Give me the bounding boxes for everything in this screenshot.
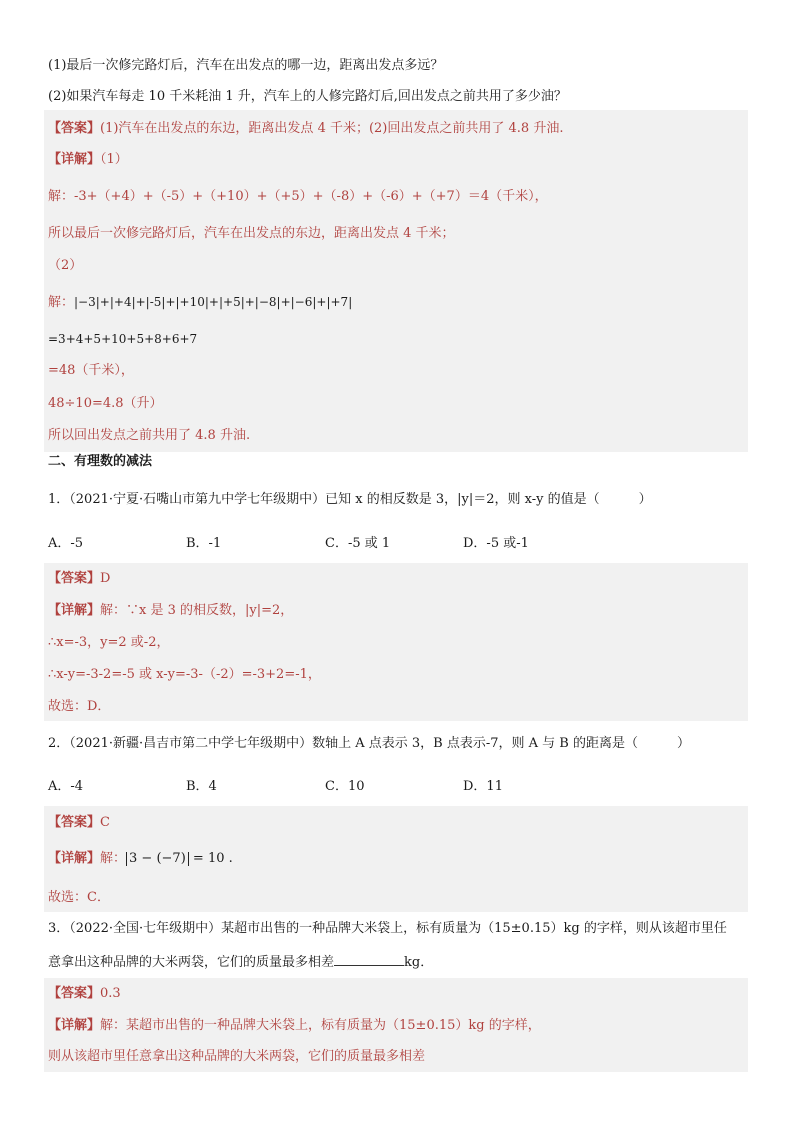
total-distance-line: =48（千米）， bbox=[48, 363, 134, 378]
p1-detail-3: ∴x-y=-3-2=-5 或 x-y=-3-（-2）=-3+2=-1， bbox=[48, 667, 321, 682]
option-b[interactable]: B．-1 bbox=[186, 536, 222, 551]
p2-detail-line bbox=[48, 850, 233, 868]
detail-label: 【详解】 bbox=[48, 603, 101, 618]
p1-detail-line bbox=[48, 602, 293, 620]
solution-line-2: 所以最后一次修完路灯后，汽车在出发点的东边，距离出发点 4 千米； bbox=[48, 226, 455, 241]
question-2: (2)如果汽车每走 10 千米耗油 1 升，汽车上的人修完路灯后,回出发点之前共用了多少油？ bbox=[48, 89, 567, 104]
answer-text: (1)汽车在出发点的东边，距离出发点 4 千米；(2)回出发点之前共用了 4.8 升油. bbox=[100, 121, 564, 136]
option-d[interactable]: D．11 bbox=[463, 779, 503, 794]
answer-label: 【答案】 bbox=[48, 121, 101, 136]
p1-detail-2: ∴x=-3，y=2 或-2， bbox=[48, 635, 170, 650]
detail-result: = 10 . bbox=[188, 851, 233, 866]
p1-answer-line bbox=[48, 570, 110, 588]
p3-answer-line bbox=[48, 985, 121, 1003]
detail-part-1: （1） bbox=[100, 152, 128, 167]
problem-2-stem: 2．（2021·新疆·昌吉市第二中学七年级期中）数轴上 A 点表示 3，B 点表示-7，则 A 与 B 的距离是（ ） bbox=[48, 736, 690, 751]
conclusion-line: 所以回出发点之前共用了 4.8 升油. bbox=[48, 428, 251, 443]
answer-blank[interactable] bbox=[334, 953, 404, 966]
answer-line bbox=[48, 120, 563, 138]
solution-part-2: （2） bbox=[48, 258, 83, 273]
option-a[interactable]: A．-5 bbox=[48, 536, 84, 551]
solution-prefix: 解： bbox=[48, 295, 75, 310]
fuel-calc-line: 48÷10=4.8（升） bbox=[48, 396, 163, 411]
detail-label: 【详解】 bbox=[48, 1018, 101, 1033]
section-title: 二、有理数的减法 bbox=[48, 454, 153, 469]
p2-answer-line bbox=[48, 814, 110, 832]
problem-3-stem-2 bbox=[48, 953, 433, 972]
answer-label: 【答案】 bbox=[48, 986, 101, 1001]
solution-abs-line bbox=[48, 293, 352, 312]
p3-detail-2: 则从该超市里任意拿出这种品牌的大米两袋，它们的质量最多相差 bbox=[48, 1049, 426, 1064]
p2-detail-2: 故选：C． bbox=[48, 890, 110, 905]
p1-detail-4: 故选：D． bbox=[48, 699, 111, 714]
absolute-value-expression: |−3|+|+4|+|-5|+|+10|+|+5|+|−8|+|−6|+|+7| bbox=[74, 295, 353, 309]
problem-1-stem: 1．（2021·宁夏·石嘴山市第九中学七年级期中）已知 x 的相反数是 3，|y|＝2，则 x-y 的值是（ ） bbox=[48, 492, 652, 507]
detail-text: 解：∵x 是 3 的相反数，|y|=2， bbox=[100, 603, 294, 618]
detail-label: 【详解】 bbox=[48, 152, 101, 167]
problem-3-stem-1: 3．（2022·全国·七年级期中）某超市出售的一种品牌大米袋上，标有质量为（15±0.15）kg 的字样，则从该超市里任 bbox=[48, 921, 727, 936]
option-b[interactable]: B．4 bbox=[186, 779, 217, 794]
detail-label: 【详解】 bbox=[48, 851, 101, 866]
sum-line: =3+4+5+10+5+8+6+7 bbox=[48, 332, 198, 346]
p3-detail-line bbox=[48, 1017, 541, 1035]
answer-label: 【答案】 bbox=[48, 571, 101, 586]
detail-prefix: 解： bbox=[100, 851, 127, 866]
absolute-value-expression: 3 − (−7) bbox=[126, 852, 189, 866]
answer-text: C bbox=[100, 815, 110, 830]
detail-line bbox=[48, 151, 128, 169]
question-1: (1)最后一次修完路灯后，汽车在出发点的哪一边，距离出发点多远？ bbox=[48, 58, 444, 73]
answer-text: D bbox=[100, 571, 111, 586]
option-c[interactable]: C．10 bbox=[325, 779, 365, 794]
answer-label: 【答案】 bbox=[48, 815, 101, 830]
stem-unit: kg． bbox=[404, 955, 434, 970]
solution-line-1: 解：-3+（+4）+（-5）+（+10）+（+5）+（-8）+（-6）+（+7）＝4（千米）， bbox=[48, 189, 548, 204]
detail-text: 解：某超市出售的一种品牌大米袋上，标有质量为（15±0.15）kg 的字样， bbox=[100, 1018, 541, 1033]
option-a[interactable]: A．-4 bbox=[48, 779, 84, 794]
stem-text: 意拿出这种品牌的大米两袋，它们的质量最多相差 bbox=[48, 955, 335, 970]
option-c[interactable]: C．-5 或 1 bbox=[325, 536, 391, 551]
answer-text: 0.3 bbox=[100, 986, 121, 1001]
option-d[interactable]: D．-5 或-1 bbox=[463, 536, 529, 551]
